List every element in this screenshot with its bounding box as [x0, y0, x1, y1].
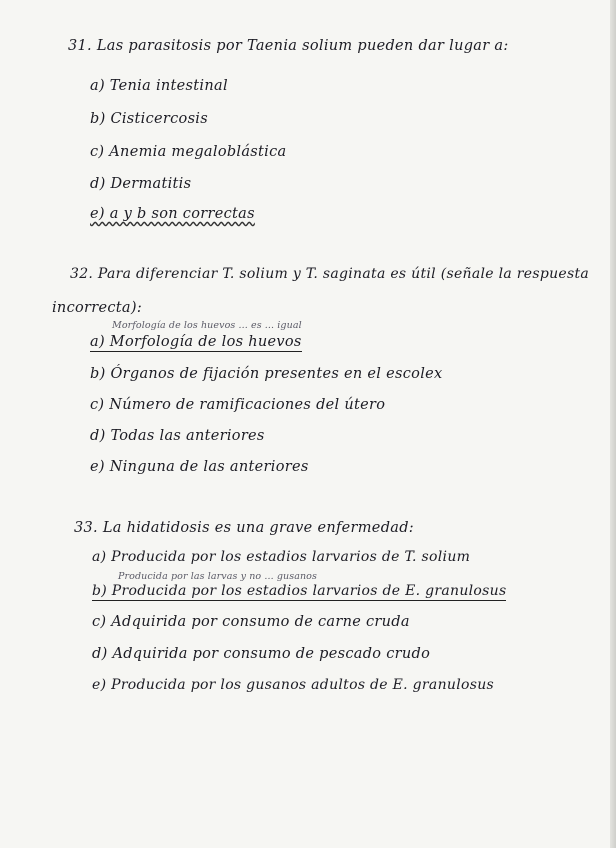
q31-option-c: c) Anemia megaloblástica	[90, 144, 287, 160]
q32-option-a-selected: a) Morfología de los huevos	[90, 334, 302, 350]
q32-option-d: d) Todas las anteriores	[90, 428, 265, 444]
q31-option-d: d) Dermatitis	[90, 176, 192, 192]
q33-option-b-selected: b) Producida por los estadios larvarios de E. granulosus	[92, 583, 507, 599]
question-32-stem-line2: incorrecta):	[52, 300, 143, 316]
q31-option-e-selected: e) a y b son correctas	[90, 206, 255, 222]
page-edge	[610, 0, 616, 848]
q31-option-a: a) Tenia intestinal	[90, 78, 228, 94]
q31-option-b: b) Cisticercosis	[90, 111, 208, 127]
q33-annotation: Producida por las larvas y no ... gusanos	[118, 571, 317, 582]
q32-option-c: c) Número de ramificaciones del útero	[90, 397, 386, 413]
q33-option-e: e) Producida por los gusanos adultos de E. granulosus	[92, 677, 494, 693]
question-31-stem: 31. Las parasitosis por Taenia solium pueden dar lugar a:	[68, 38, 509, 54]
q33-option-a: a) Producida por los estadios larvarios de T. solium	[92, 549, 471, 565]
q33-option-d: d) Adquirida por consumo de pescado crudo	[92, 646, 431, 662]
question-33-stem: 33. La hidatidosis es una grave enfermedad:	[74, 520, 414, 536]
question-32-stem-line1: 32. Para diferenciar T. solium y T. saginata es útil (señale la respuesta	[70, 266, 590, 282]
q32-option-e: e) Ninguna de las anteriores	[90, 459, 309, 475]
q33-option-c: c) Adquirida por consumo de carne cruda	[92, 614, 410, 630]
q32-annotation: Morfología de los huevos ... es ... igual	[112, 320, 302, 331]
q32-option-b: b) Órganos de fijación presentes en el escolex	[90, 366, 443, 382]
